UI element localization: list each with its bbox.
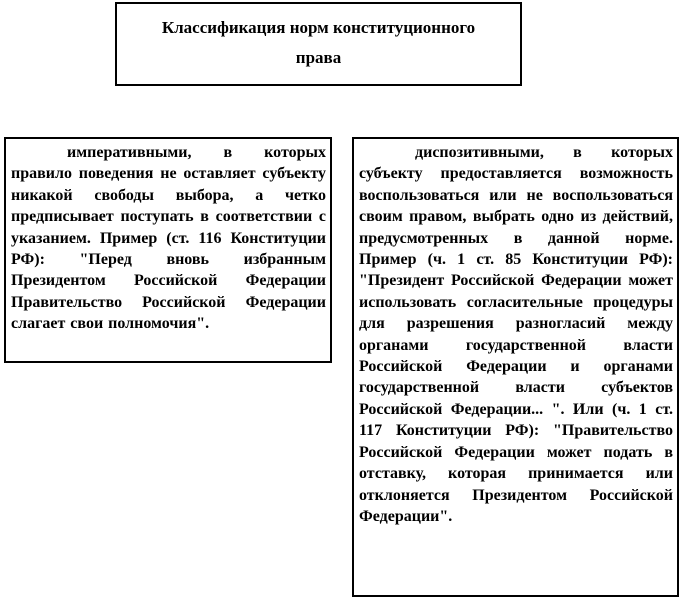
title-line-1: Классификация норм конституционного [161,18,476,37]
title-box [115,2,522,86]
imperative-norms-box [4,137,332,363]
dispositive-norms-text: диспозитивными, в которых субъекту предоставляется возможность воспользоваться или не воспользоваться своим правом, выбрать одно из действий, предусмотренных в данной норме. Пример (ч. 1 ст. 85 Конституции РФ): "Президент Российской Федерации может использовать согласительные процедуры для разрешения разногласий между органами государственной власти Российской Федерации и органами государственной власти субъектов Российской Федерации... ". Или (ч. 1 ст. 117 Конституции РФ): "Правительство Российской Федерации может подать в отставку, которая принимается или отклоняется Президентом Российской Федерации". [359,144,673,525]
dispositive-norms-box [352,137,679,597]
title-line-2: права [295,48,342,67]
imperative-norms-text: императивными, в которых правило поведения не оставляет субъекту никакой свободы выбора, а четко предписывает поступать в соответствии с указанием. Пример (ст. 116 Конституции РФ): "Перед вновь избранным Президентом Российской Федерации Правительство Российской Федерации слагает свои полномочия". [11,144,326,333]
